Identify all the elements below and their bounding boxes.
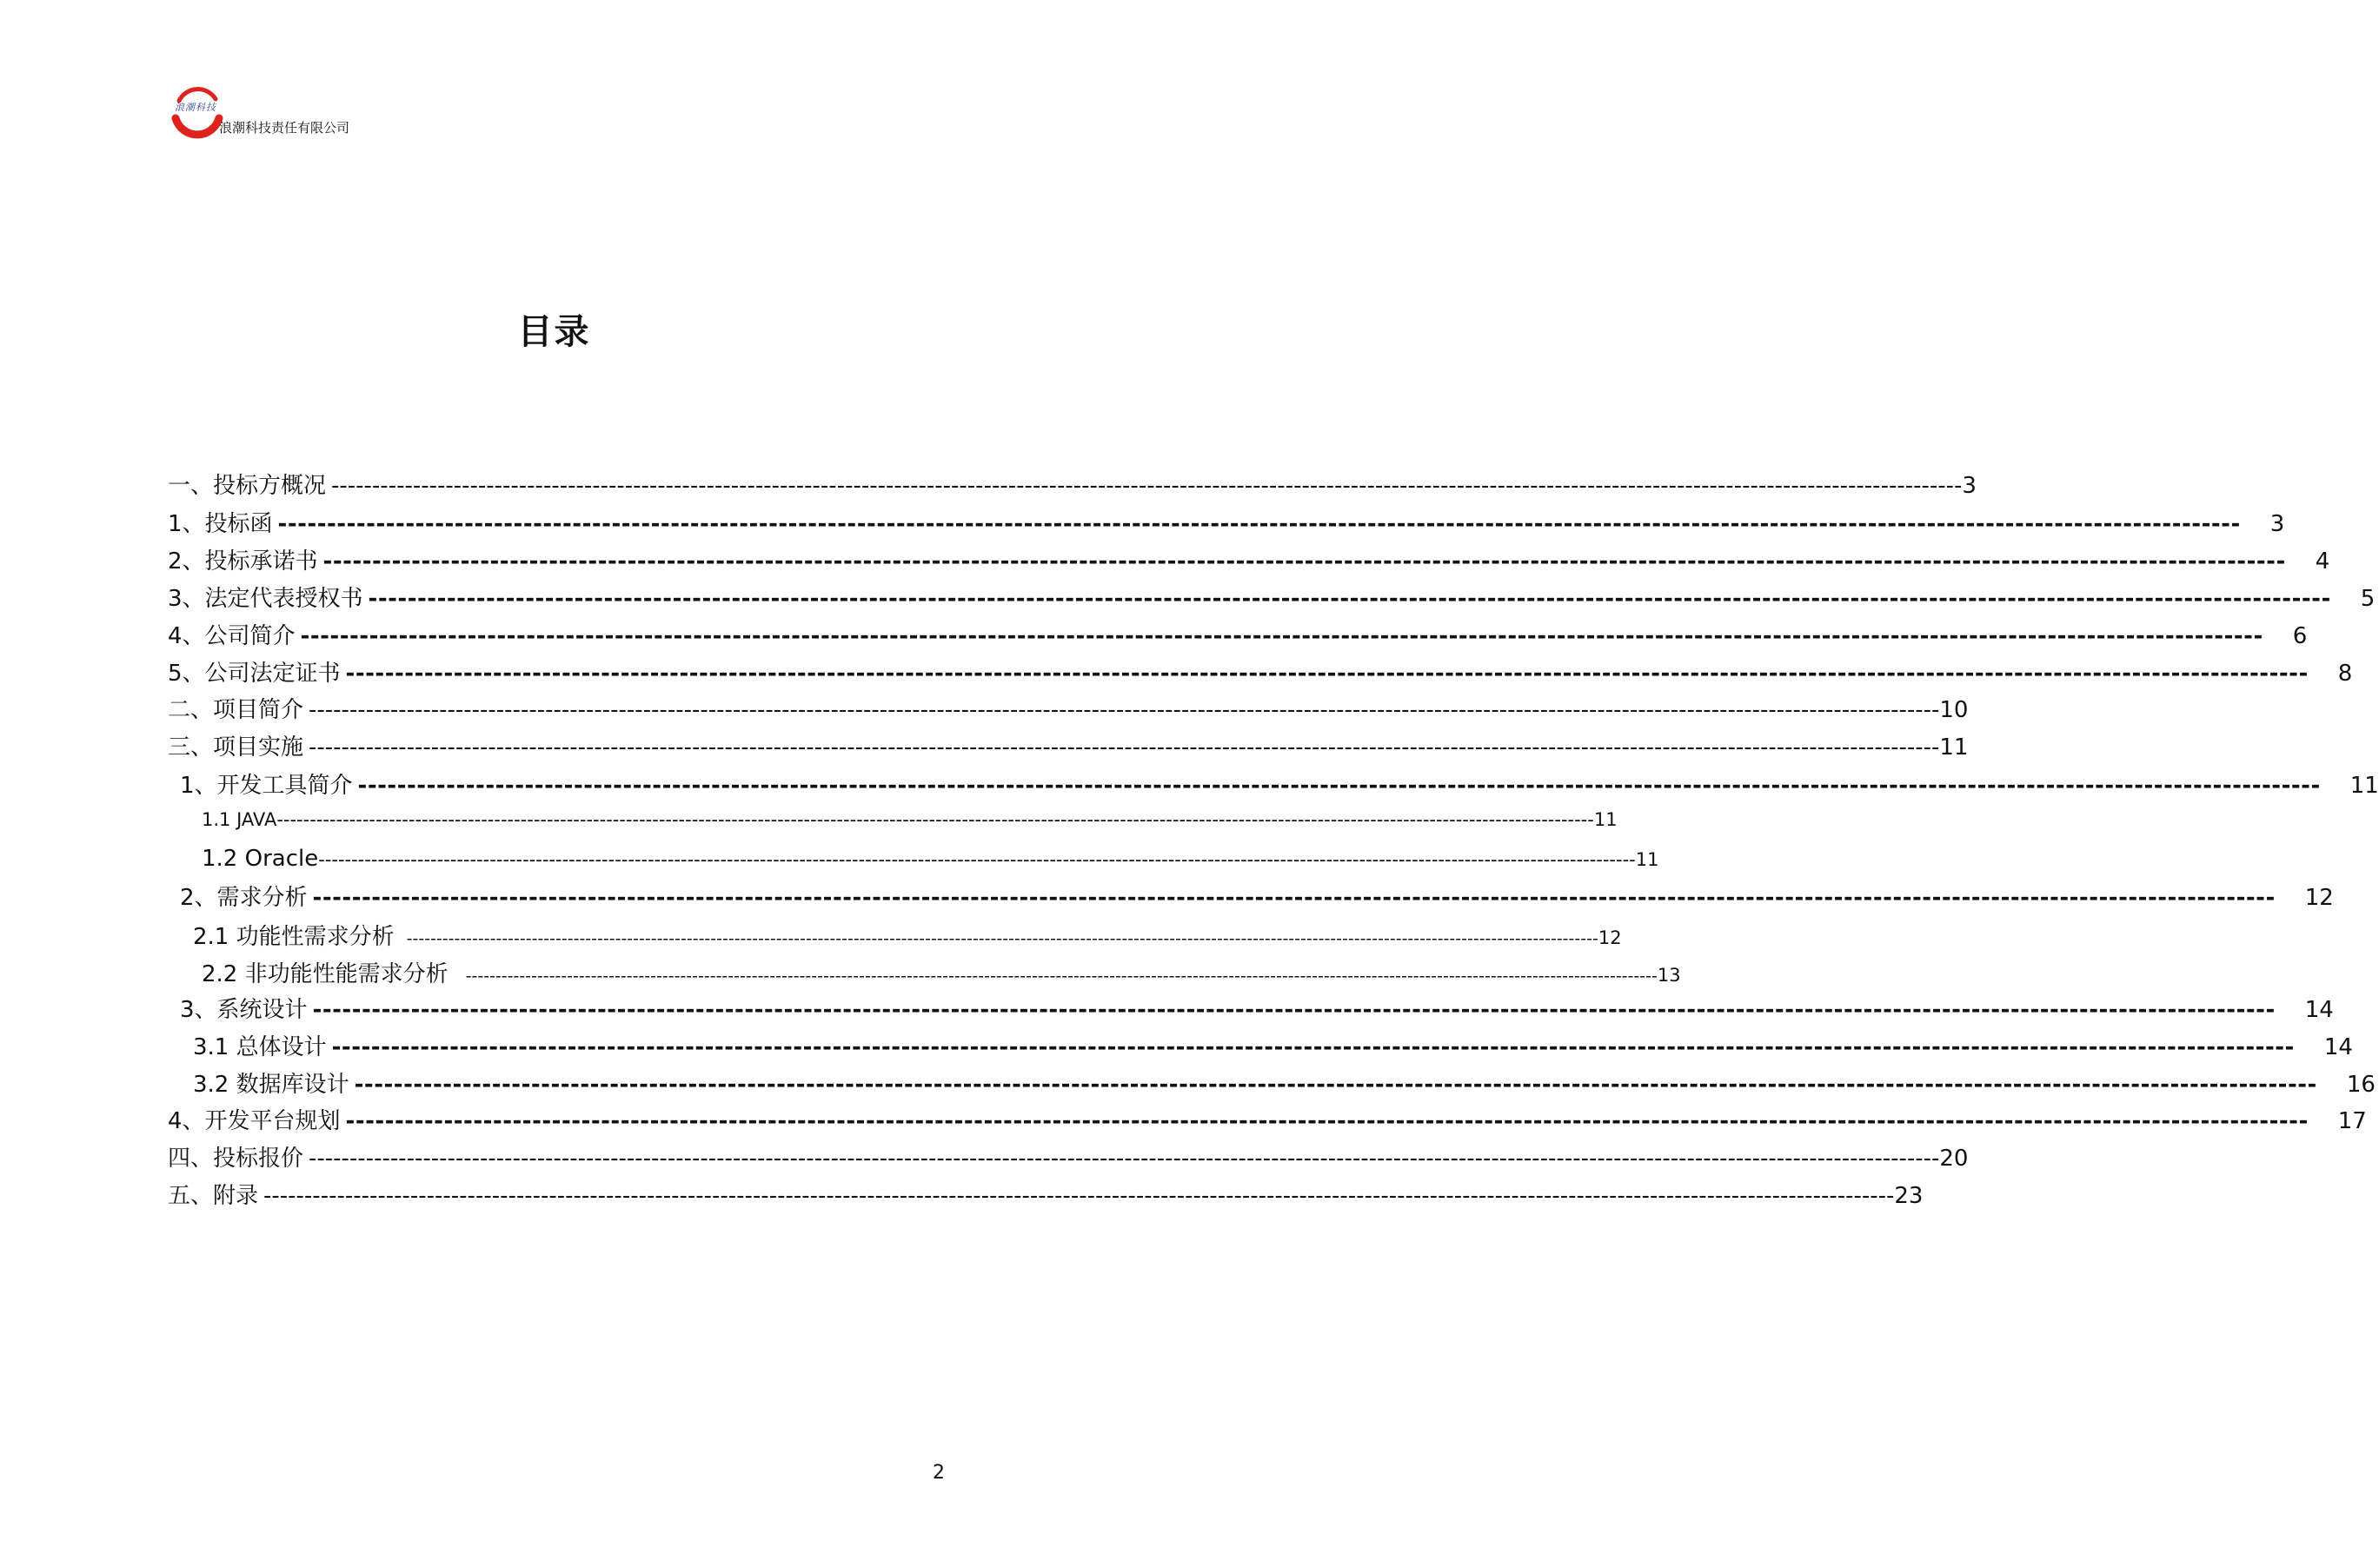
page-title: 目录: [517, 312, 591, 352]
toc-leader: --------------------------------------------------------------------------------------------------------------------------------------------------------------------------------------------------------: [322, 548, 2286, 575]
toc-entry[interactable]: [202, 846, 1659, 872]
toc-entry[interactable]: [193, 919, 1622, 951]
toc-page-number: 12: [1598, 927, 1622, 948]
toc-leader: --------------------------------------------------------------------------------------------------------------------------------------------------------------------------------------------------------: [312, 885, 2276, 911]
toc-entry[interactable]: [168, 1103, 2367, 1135]
page-number: 2: [933, 1462, 945, 1484]
toc-entry[interactable]: [193, 1066, 2376, 1099]
toc-label: 三、项目实施: [168, 734, 304, 761]
page-header: [170, 83, 396, 141]
toc-label: 1.1 JAVA: [202, 809, 277, 830]
toc-leader: --------------------------------------------------------------------------------------------------------------------------------------------------------------------------------------------------------: [263, 1183, 1895, 1209]
toc-leader: --------------------------------------------------------------------------------------------------------------------------------------------------------------------------------------------------------: [465, 967, 1658, 986]
toc-page-number: 23: [1894, 1183, 1924, 1209]
toc-page-number: 3: [2269, 511, 2285, 537]
toc-page-number: 13: [1657, 965, 1681, 986]
toc-label: 1、开发工具简介: [180, 773, 353, 799]
toc-label: 2、需求分析: [180, 885, 308, 911]
toc-leader: --------------------------------------------------------------------------------------------------------------------------------------------------------------------------------------------------------: [309, 1146, 1940, 1172]
toc-page-number: 14: [2304, 997, 2334, 1023]
toc-leader: --------------------------------------------------------------------------------------------------------------------------------------------------------------------------------------------------------: [312, 997, 2276, 1023]
toc-entry[interactable]: [168, 655, 2353, 688]
toc-label: 5、公司法定证书: [168, 661, 341, 687]
toc-page-number: 17: [2337, 1108, 2367, 1134]
toc-leader: --------------------------------------------------------------------------------------------------------------------------------------------------------------------------------------------------------: [368, 586, 2331, 612]
toc-label: 3、法定代表授权书: [168, 586, 363, 612]
toc-page-number: 12: [2304, 885, 2334, 911]
toc-entry[interactable]: [168, 581, 2376, 613]
toc-page-number: 5: [2360, 586, 2376, 612]
toc-entry[interactable]: [168, 543, 2330, 575]
toc-leader: --------------------------------------------------------------------------------------------------------------------------------------------------------------------------------------------------------: [345, 1108, 2309, 1134]
toc-leader: --------------------------------------------------------------------------------------------------------------------------------------------------------------------------------------------------------: [331, 473, 1963, 499]
toc-leader: --------------------------------------------------------------------------------------------------------------------------------------------------------------------------------------------------------: [406, 929, 1598, 948]
toc-label: 2、投标承诺书: [168, 548, 318, 575]
toc-entry[interactable]: [180, 880, 2334, 912]
toc-entry[interactable]: [168, 618, 2308, 650]
toc-label: 4、开发平台规划: [168, 1108, 341, 1134]
toc-leader: --------------------------------------------------------------------------------------------------------------------------------------------------------------------------------------------------------: [277, 511, 2241, 537]
toc-label: 3.2 数据库设计: [193, 1072, 349, 1098]
toc-label: 2.2 非功能性能需求分析: [202, 961, 449, 987]
toc-label: 2.1 功能性需求分析: [193, 924, 395, 950]
toc-leader: --------------------------------------------------------------------------------------------------------------------------------------------------------------------------------------------------------: [300, 623, 2263, 649]
toc-entry[interactable]: [168, 1140, 1969, 1173]
toc-leader: --------------------------------------------------------------------------------------------------------------------------------------------------------------------------------------------------------: [345, 661, 2309, 687]
toc-page-number: 11: [1593, 809, 1618, 830]
toc-entry[interactable]: [202, 956, 1681, 988]
toc-page-number: 4: [2315, 548, 2330, 575]
toc-entry[interactable]: [168, 468, 1977, 500]
toc-page-number: 10: [1939, 697, 1969, 723]
toc-label: 五、附录: [168, 1183, 259, 1209]
toc-entry[interactable]: [202, 809, 1618, 830]
toc-page-number: 3: [1962, 473, 1977, 499]
toc-page-number: 11: [1939, 734, 1969, 761]
toc-label: 3.1 总体设计: [193, 1034, 327, 1060]
toc-label: 二、项目简介: [168, 697, 304, 723]
toc-page-number: 14: [2323, 1034, 2353, 1060]
toc-leader: --------------------------------------------------------------------------------------------------------------------------------------------------------------------------------------------------------: [318, 849, 1636, 870]
toc-leader: --------------------------------------------------------------------------------------------------------------------------------------------------------------------------------------------------------: [354, 1072, 2317, 1098]
toc-leader: --------------------------------------------------------------------------------------------------------------------------------------------------------------------------------------------------------: [331, 1034, 2295, 1060]
toc-label: 四、投标报价: [168, 1146, 304, 1172]
toc-entry[interactable]: [168, 692, 1969, 724]
toc-page-number: 6: [2292, 623, 2308, 649]
toc-label: 1、投标函: [168, 511, 273, 537]
toc-entry[interactable]: [168, 506, 2285, 538]
toc-entry[interactable]: [168, 729, 1969, 761]
toc-page-number: 16: [2346, 1072, 2376, 1098]
toc-label: 1.2 Oracle: [202, 846, 319, 872]
toc-leader: --------------------------------------------------------------------------------------------------------------------------------------------------------------------------------------------------------: [309, 697, 1940, 723]
toc-leader: --------------------------------------------------------------------------------------------------------------------------------------------------------------------------------------------------------: [276, 809, 1594, 830]
toc-label: 3、系统设计: [180, 997, 308, 1023]
toc-entry[interactable]: [180, 767, 2379, 800]
toc-entry[interactable]: [180, 992, 2334, 1024]
logo-text: 浪潮科技: [175, 102, 216, 113]
toc-entry[interactable]: [193, 1029, 2353, 1061]
company-name: 浪潮科技责任有限公司: [219, 120, 350, 136]
toc-leader: --------------------------------------------------------------------------------------------------------------------------------------------------------------------------------------------------------: [357, 773, 2321, 799]
toc-page-number: 11: [2349, 773, 2379, 799]
toc-page-number: 8: [2337, 661, 2353, 687]
toc-entry[interactable]: [168, 1178, 1924, 1210]
toc-label: 一、投标方概况: [168, 473, 327, 499]
toc-page-number: 20: [1939, 1146, 1969, 1172]
toc-label: 4、公司简介: [168, 623, 296, 649]
toc-page-number: 11: [1635, 849, 1659, 870]
toc-leader: --------------------------------------------------------------------------------------------------------------------------------------------------------------------------------------------------------: [309, 734, 1940, 761]
